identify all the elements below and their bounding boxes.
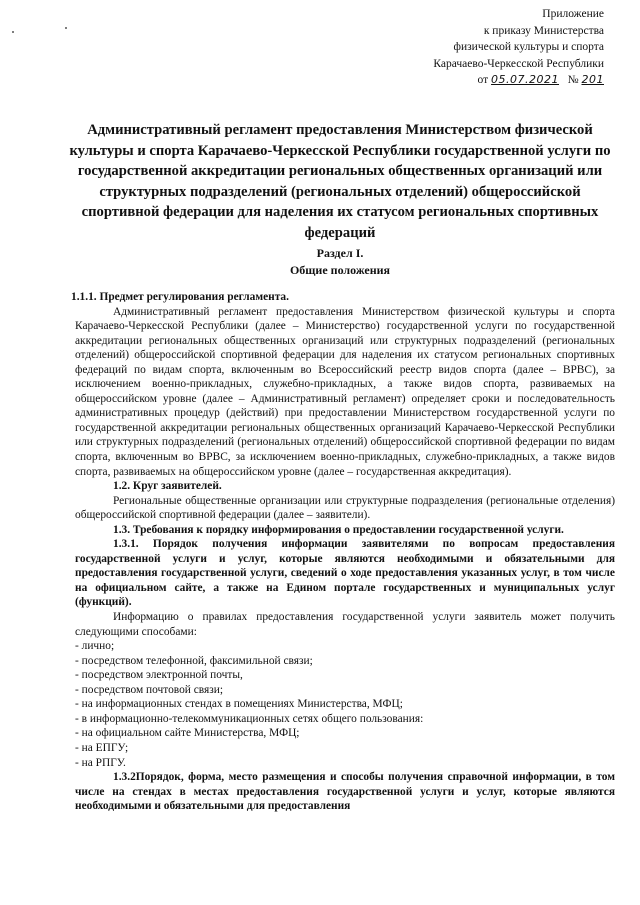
annex-line: к приказу Министерства (483, 24, 604, 37)
list-item: - на официальном сайте Министерства, МФЦ; (75, 727, 300, 740)
scan-speck (12, 31, 14, 33)
list-item: - лично; (75, 640, 115, 653)
list-item: - посредством электронной почты, (75, 669, 243, 682)
paragraph-text: Региональные общественные организации или структурные подразделения (региональные отделения) общероссийской спортивной федерации (далее – заявители). (75, 494, 615, 522)
list-item: - на информационных стендах в помещениях Министерства, МФЦ; (75, 698, 403, 711)
list-item: - на РПГУ. (75, 756, 126, 769)
annex-line: физической культуры и спорта (453, 41, 604, 53)
section-number: Раздел I. (316, 246, 364, 260)
list-item: - посредством почтовой связи; (75, 683, 224, 696)
annex-date-row (433, 72, 604, 89)
list-item: - на ЕПГУ; (75, 741, 129, 754)
paragraph-heading: 1.3.2Порядок, форма, место размещения и способы получения справочной информации, в том числе на стендах в местах предоставления государственной услуги и услуг, которые являются необходимыми и обязательными для предоставления (75, 771, 615, 813)
annex-block (433, 6, 604, 89)
section-name: Общие положения (289, 263, 391, 277)
annex-line: Карачаево-Черкесской Республики (433, 57, 604, 70)
date-prefix: от (477, 74, 489, 86)
paragraph-heading: 1.1.1. Предмет регулирования регламента. (71, 291, 289, 303)
document-title: Административный регламент предоставления Министерством физической культуры и спорта Карачаево-Черкесской Республики государственной услуги по государственной аккредитации региональных общественных организаций или структурных подразделений (региональных отделений) общероссийской спортивной федерации для наделения их статусом региональных спортивных федераций (69, 122, 611, 241)
paragraph-heading: 1.3.1. Порядок получения информации заявителями по вопросам предоставления государственной услуги и услуг, которые являются необходимыми и обязательными для предоставления государственной услуги, сведений о ходе предоставления указанных услуг, в том числе на официальном сайте, а также на Едином портале государственных и муниципальных услуг (функций). (75, 538, 615, 609)
paragraph-heading: 1.2. Круг заявителей. (113, 480, 222, 493)
paragraph-text: Административный регламент предоставления Министерством физической культуры и спорта Карачаево-Черкесской Республики (далее – Министерство) государственной услуги по государственной аккредитации региональных общественных организаций или структурных подразделений (региональных отделений) общероссийской спортивной федерации для наделения их статусом региональных спортивных федераций по видам спорта, включенным во Всероссийский реестр видов спорта (далее – ВРВС), за исключением военно-прикладных, служебно-прикладных, а также видов спорта, развиваемых на общероссийском уровне (далее – Административный регламент) определяет сроки и последовательность административных процедур (действий) при предоставлении Министерством государственной услуги по государственной аккредитации региональных общественных организаций Карачаево-Черкесской Республики или структурных подразделений (региональных отделений) общероссийской спортивной федерации по видам спорта, включенным во ВРВС, за исключением военно-прикладных, служебно-прикладных, а также видов спорта, развиваемых на общероссийском уровне (далее – государственная аккредитация). (75, 305, 615, 478)
paragraph-heading: 1.3. Требования к порядку информирования о предоставлении государственной услуги. (113, 523, 564, 536)
list-item: - в информационно-телекоммуникационных сетях общего пользования: (75, 712, 424, 725)
section-heading (60, 245, 620, 279)
list-item: - посредством телефонной, факсимильной связи; (75, 654, 313, 667)
handwritten-date: 05.07.2021 (491, 73, 560, 86)
number-prefix: № (567, 74, 579, 86)
handwritten-number: 201 (581, 73, 604, 86)
annex-line: Приложение (542, 8, 604, 20)
paragraph-text: Информацию о правилах предоставления государственной услуги заявитель может получить следующими способами: (75, 611, 615, 638)
scan-speck (65, 27, 67, 29)
document-body (71, 290, 615, 814)
